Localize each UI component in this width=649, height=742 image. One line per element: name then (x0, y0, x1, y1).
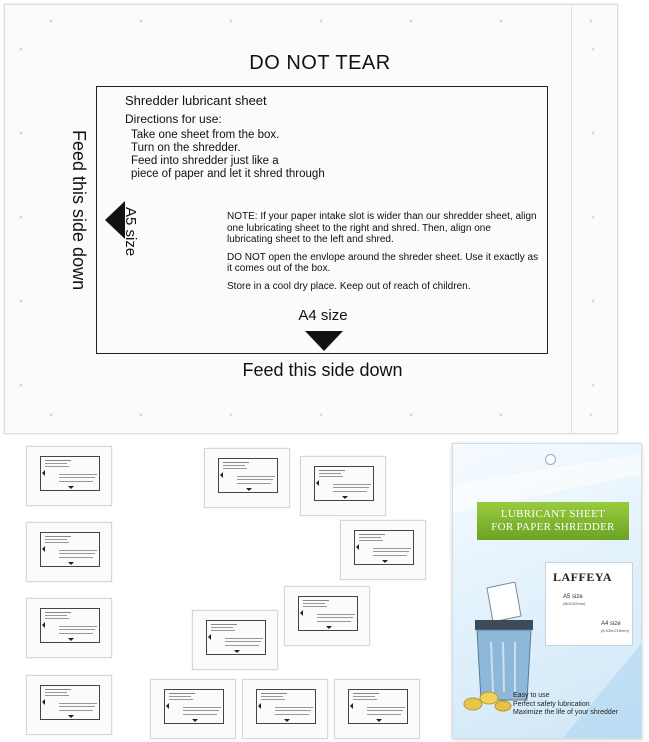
lubricant-drops-icon (461, 684, 517, 714)
sheet-thumbnail (150, 679, 236, 739)
banner-line: LUBRICANT SHEET (500, 508, 606, 520)
a5-size-label: A5 size (122, 207, 139, 257)
package-banner (477, 502, 629, 540)
a4-size-label: A4 size (298, 307, 348, 324)
sheet-thumbnail (26, 522, 112, 582)
direction-step: Take one sheet from the box. (131, 129, 280, 141)
sheet-thumbnail (284, 586, 370, 646)
sheet-thumbnail (26, 675, 112, 735)
feature-line: Perfect safety lubrication (513, 700, 590, 708)
direction-step: Turn on the shredder. (131, 142, 241, 154)
package-features (513, 692, 618, 718)
feature-line: Maximize the life of your shredder (513, 709, 619, 716)
direction-step: Feed into shredder just like a (131, 155, 279, 167)
feed-side-label-vertical: Feed this side down (69, 130, 89, 291)
down-arrow-icon (305, 331, 343, 351)
package-a5-sub: (8in/152mm) (563, 601, 586, 606)
sheet-thumbnail (26, 598, 112, 658)
direction-step: piece of paper and let it shred through (131, 168, 325, 180)
note-paragraph: NOTE: If your paper intake slot is wider than our shredder sheet, align one lubricating sheet to the right and shred. Then, align one lubricating sheet to the left and shred. (227, 211, 537, 246)
sheet-thumbnail (300, 456, 386, 516)
feed-side-label-bottom: Feed this side down (242, 360, 403, 380)
directions-steps (131, 129, 325, 181)
sheet-thumbnail (334, 679, 420, 739)
do-not-tear-title: DO NOT TEAR (249, 52, 391, 74)
notes-block (227, 211, 539, 299)
sheet-thumbnail (340, 520, 426, 580)
package-a4-label: A4 size (601, 621, 621, 627)
package-a4-sub: (8.53in/216mm) (601, 628, 630, 633)
sheet-thumbnail (26, 446, 112, 506)
sheet-thumbnail (242, 679, 328, 739)
sheet-thumbnail (204, 448, 290, 508)
brand-name: LAFFEYA (553, 570, 613, 584)
note-paragraph: DO NOT open the envlope around the shreder sheet. Use it exactly as it comes out of the box. (227, 251, 539, 275)
sheet-thumbnail (192, 610, 278, 670)
package-a5-label: A5 size (563, 594, 583, 600)
product-package (452, 443, 642, 739)
note-paragraph: Store in a cool dry place. Keep out of reach of children. (227, 280, 471, 292)
banner-line: FOR PAPER SHREDDER (491, 521, 615, 533)
sheet-heading: Shredder lubricant sheet (125, 93, 267, 108)
feature-line: Easy to use (513, 692, 550, 699)
directions-label: Directions for use: (125, 112, 222, 126)
instruction-frame (96, 86, 548, 354)
